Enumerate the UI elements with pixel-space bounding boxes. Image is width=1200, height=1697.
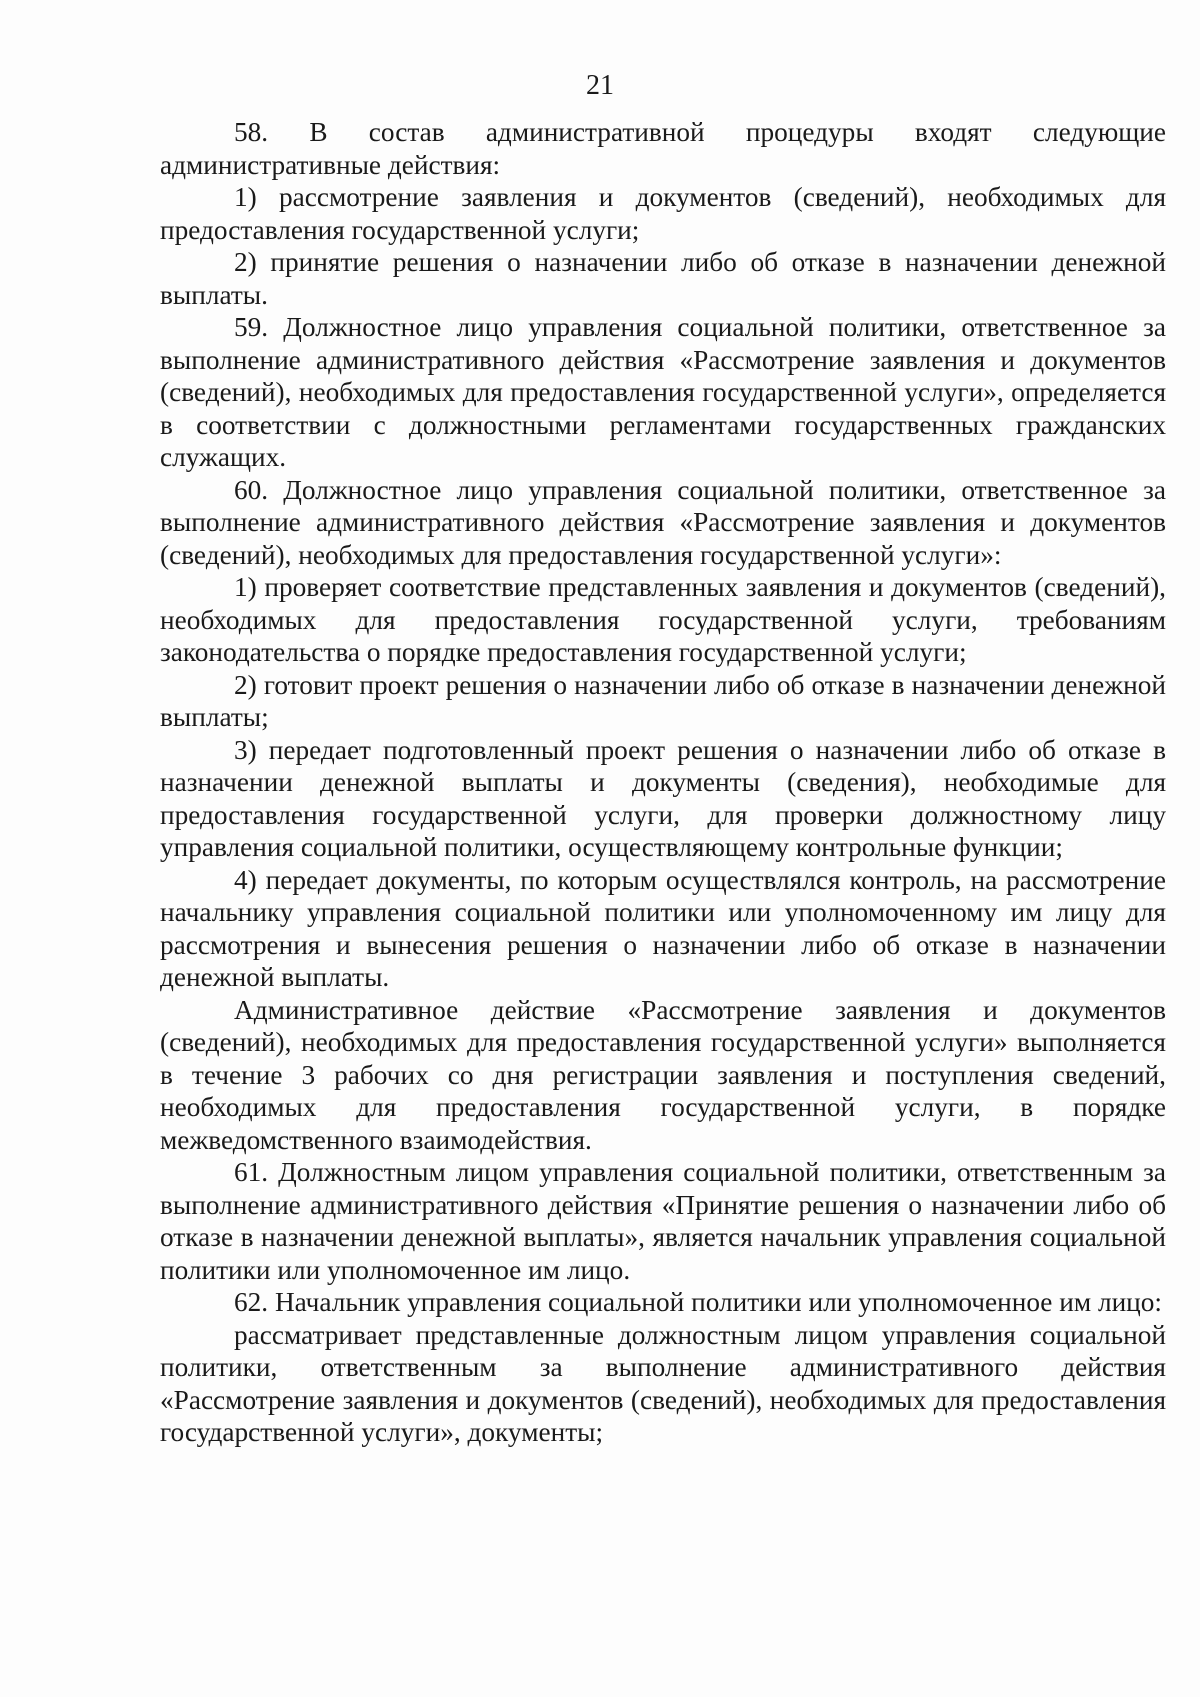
paragraph-61: 61. Должностным лицом управления социальной политики, ответственным за выполнение административного действия «Принятие решения о назначении либо об отказе в назначении денежной выплаты», является начальник управления социальной политики или уполномоченное им лицо. [160,1157,1166,1285]
paragraph-58-item-2: 2) принятие решения о назначении либо об отказе в назначении денежной выплаты. [160,247,1166,310]
paragraph-60-item-3: 3) передает подготовленный проект решения о назначении либо об отказе в назначении денежной выплаты и документы (сведения), необходимые для предоставления государственной услуги, для проверки должностному лицу управления социальной политики, осуществляющему контрольные функции; [160,734,1166,862]
paragraph-60: 60. Должностное лицо управления социальной политики, ответственное за выполнение административного действия «Рассмотрение заявления и документов (сведений), необходимых для предоставления государственной услуги»: [160,474,1166,570]
paragraph-60-item-1: 1) проверяет соответствие представленных заявления и документов (сведений), необходимых для предоставления государственной услуги, требованиям законодательства о порядке предоставления государственной услуги; [160,572,1166,667]
paragraph-60-item-2: 2) готовит проект решения о назначении либо об отказе в назначении денежной выплаты; [160,669,1166,732]
paragraph-59: 59. Должностное лицо управления социальной политики, ответственное за выполнение административного действия «Рассмотрение заявления и документов (сведений), необходимых для предоставления государственной услуги», определяется в соответствии с должностными регламентами государственных гражданских служащих. [160,312,1166,472]
paragraph-58: 58. В состав административной процедуры входят следующие административные действия: [160,117,1166,180]
paragraph-58-item-1: 1) рассмотрение заявления и документов (сведений), необходимых для предоставления государственной услуги; [160,182,1166,245]
paragraph-60-item-4: 4) передает документы, по которым осуществлялся контроль, на рассмотрение начальнику управления социальной политики или уполномоченному им лицу для рассмотрения и вынесения решения о назначении либо об отказе в назначении денежной выплаты. [160,864,1166,992]
document-body [160,116,1166,1449]
paragraph-admin-action-term: Административное действие «Рассмотрение заявления и документов (сведений), необходимых для предоставления государственной услуги» выполняется в течение 3 рабочих со дня регистрации заявления и поступления сведений, необходимых для предоставления государственной услуги, в порядке межведомственного взаимодействия. [160,994,1166,1155]
page-number: 21 [586,70,614,101]
paragraph-62-item: рассматривает представленные должностным лицом управления социальной политики, ответственным за выполнение административного действия «Рассмотрение заявления и документов (сведений), необходимых для предоставления государственной услуги», документы; [160,1319,1166,1447]
paragraph-62: 62. Начальник управления социальной политики или уполномоченное им лицо: [234,1287,1163,1317]
